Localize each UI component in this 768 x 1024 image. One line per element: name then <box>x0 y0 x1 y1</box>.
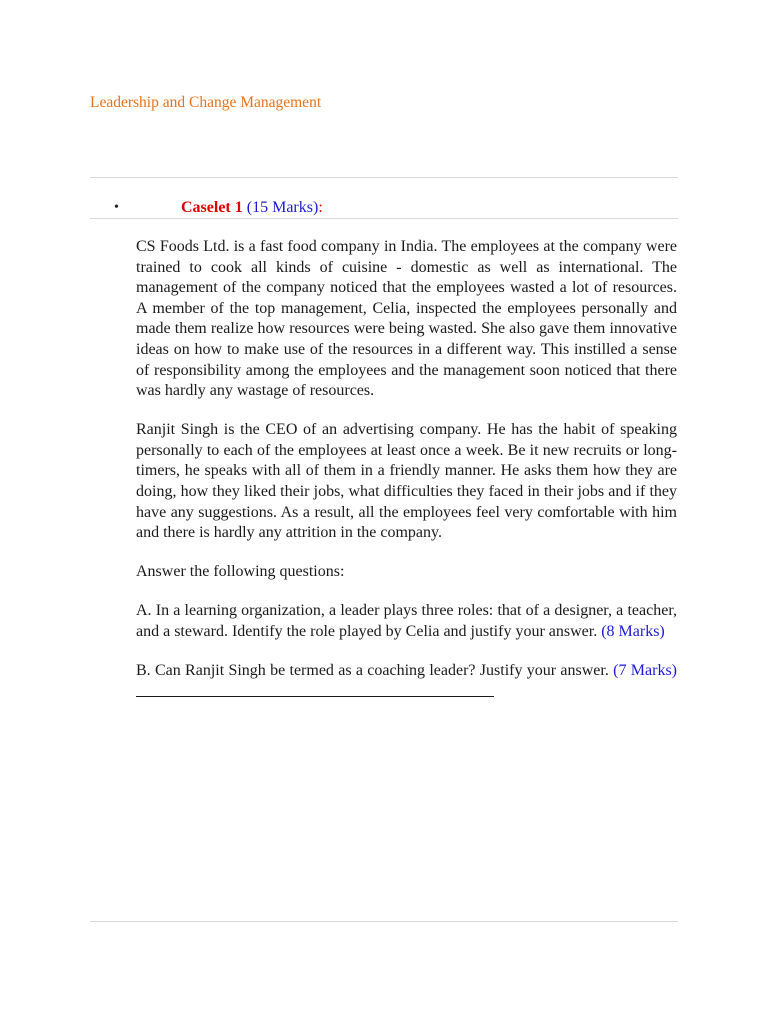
caselet-name: Caselet 1 <box>181 199 243 216</box>
caselet-marks: (15 Marks) <box>242 199 319 216</box>
instructions-text: Answer the following questions: <box>136 563 345 581</box>
question-b-text: B. Can Ranjit Singh be termed as a coaching leader? Justify your answer. <box>136 662 614 680</box>
answer-blank-line <box>136 682 494 697</box>
top-divider <box>90 177 678 178</box>
question-a-marks: (8 Marks) <box>601 623 665 640</box>
question-b <box>136 661 677 703</box>
bottom-divider <box>90 921 678 922</box>
case-paragraph-ranjit-singh: Ranjit Singh is the CEO of an advertising company. He has the habit of speaking personally to each of the employees at least once a week. Be it new recruits or long-timers, he speaks with all of them in a friendly manner. He asks them how they are doing, how they liked their jobs, what difficulties they faced in their jobs and if they have any suggestions. As a result, all the employees feel very comfortable with him and there is hardly any attrition in the company. <box>136 421 677 542</box>
caselet-heading <box>181 199 323 217</box>
question-a <box>136 601 677 642</box>
caselet-body <box>136 237 677 722</box>
question-b-marks: (7 Marks) <box>613 662 677 680</box>
caselet-colon: : <box>318 199 323 216</box>
caselet-underline-divider <box>90 218 678 219</box>
case-paragraph-cs-foods: CS Foods Ltd. is a fast food company in India. The employees at the company were trained to cook all kinds of cuisine - domestic as well as international. The management of the company noticed that the employees wasted a lot of resources. A member of the top management, Celia, inspected the employees personally and made them realize how resources were being wasted. She also gave them innovative ideas on how to make use of the resources in a different way. This instilled a sense of responsibility among the employees and the management soon noticed that there was hardly any wastage of resources. <box>136 238 677 400</box>
document-title: Leadership and Change Management <box>90 94 322 111</box>
question-a-text: A. In a learning organization, a leader plays three roles: that of a designer, a teacher, and a steward. Identify the role played by Celia and justify your answer. <box>136 602 677 640</box>
bullet-point: • <box>114 200 119 215</box>
